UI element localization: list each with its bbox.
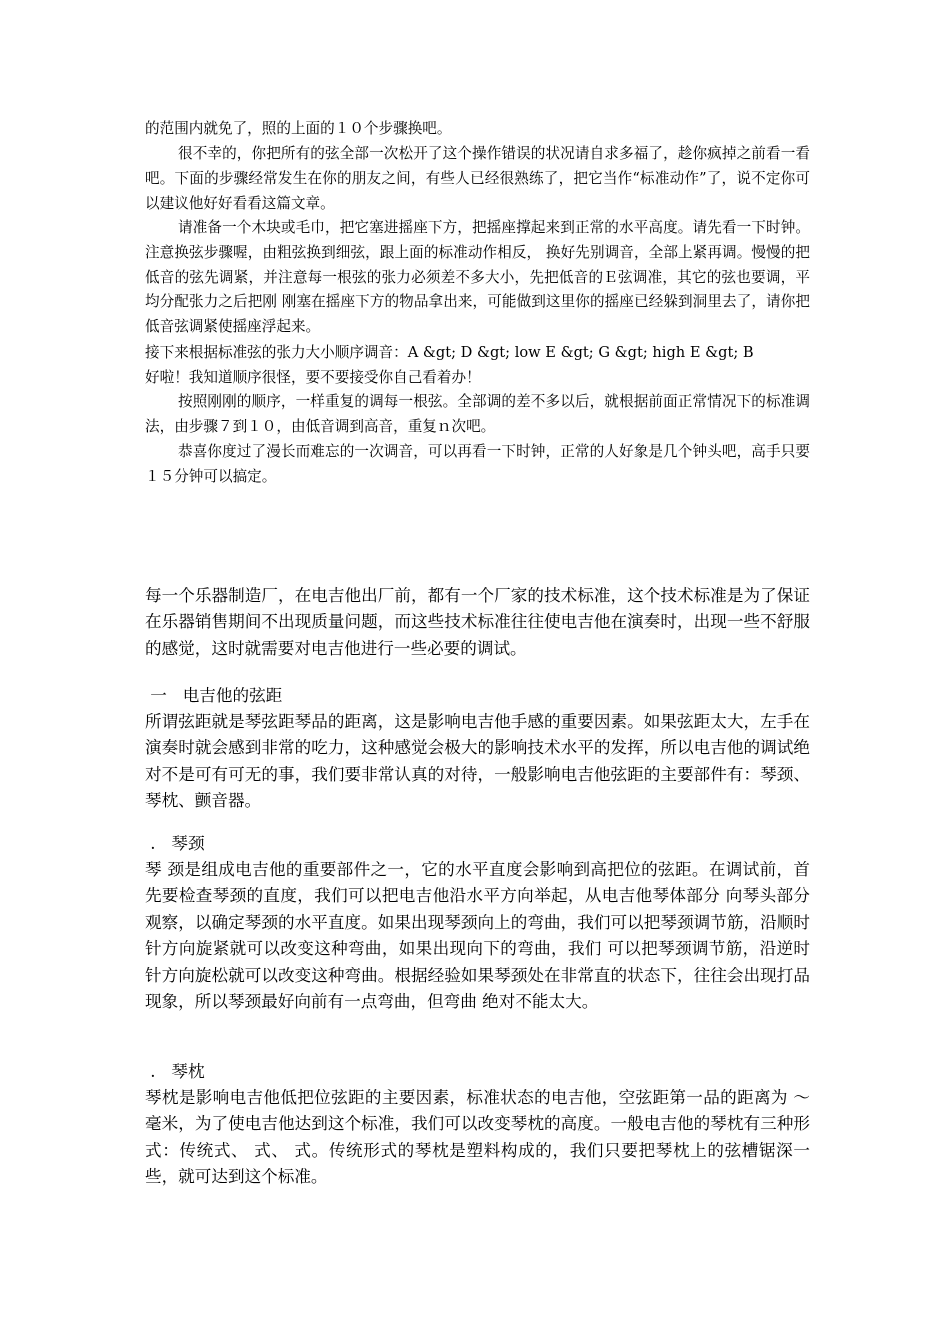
heading-string-height: 一 电吉他的弦距 xyxy=(145,686,283,705)
heading-neck: . 琴颈 xyxy=(145,834,205,853)
tuning-paragraph-4: 好啦！我知道顺序很怪，要不要接受你自己看着办！ xyxy=(145,369,481,386)
adjust-intro: 每一个乐器制造厂，在电吉他出厂前，都有一个厂家的技术标准，这个技术标准是为了保证在乐器销售期间不出现质量问题，而这些技术标准往往使电吉他在演奏时，出现一些不舒服的感觉，这时就需要对电吉他进行一些必要的调试。 xyxy=(145,586,810,658)
tuning-paragraph-2: 请准备一个木块或毛巾，把它塞进摇座下方，把摇座撑起来到正常的水平高度。请先看一下时钟。注意换弦步骤喔，由粗弦换到细弦，跟上面的标准动作相反， 换好先别调音，全部上紧再调。慢慢的把低音的弦先调紧，并注意每一根弦的张力必须差不多大小，先把低音的Ｅ弦调准，其它的弦也要调，平均分配张力之后把刚 刚塞在摇座下方的物品拿出来，可能做到这里你的摇座已经躲到洞里去了，请你把低音弦调紧使摇座浮起来。 xyxy=(145,219,810,336)
tuning-paragraph-0: 的范围内就免了，照的上面的１０个步骤换吧。 xyxy=(145,120,452,137)
tuning-paragraph-6: 恭喜你度过了漫长而难忘的一次调音，可以再看一下时钟，正常的人好象是几个钟头吧，高手只要１５分钟可以搞定。 xyxy=(145,443,810,485)
nut-body: 琴枕是影响电吉他低把位弦距的主要因素，标准状态的电吉他，空弦距第一品的距离为 ～ 毫米，为了使电吉他达到这个标准，我们可以改变琴枕的高度。一般电吉他的琴枕有三种形式：传统式、 式、 式。传统形式的琴枕是塑料构成的，我们只要把琴枕上的弦槽锯深一些，就可达到这个标准。 xyxy=(145,1088,810,1187)
tuning-order-line: 接下来根据标准弦的张力大小顺序调音：A &gt; D &gt; low E &gt; G &gt; high E &gt; B xyxy=(145,344,754,361)
string-height-body: 所谓弦距就是琴弦距琴品的距离，这是影响电吉他手感的重要因素。如果弦距太大，左手在演奏时就会感到非常的吃力，这种感觉会极大的影响技术水平的发挥，所以电吉他的调试绝对不是可有可无的事，我们要非常认真的对待，一般影响电吉他弦距的主要部件有：琴颈、琴枕、颤音器。 xyxy=(145,712,810,811)
tuning-paragraph-5: 按照刚刚的顺序，一样重复的调每一根弦。全部调的差不多以后，就根据前面正常情况下的标准调法，由步骤７到１０，由低音调到高音，重复ｎ次吧。 xyxy=(145,393,810,435)
neck-body: 琴 颈是组成电吉他的重要部件之一，它的水平直度会影响到高把位的弦距。在调试前，首先要检查琴颈的直度，我们可以把电吉他沿水平方向举起，从电吉他琴体部分 向琴头部分观察，以确定琴颈的水平直度。如果出现琴颈向上的弯曲，我们可以把琴颈调节筋，沿顺时针方向旋紧就可以改变这种弯曲，如果出现向下的弯曲，我们 可以把琴颈调节筋，沿逆时针方向旋松就可以改变这种弯曲。根据经验如果琴颈处在非常直的状态下，往往会出现打品现象，所以琴颈最好向前有一点弯曲，但弯曲 绝对不能太大。 xyxy=(145,860,810,1012)
heading-nut: . 琴枕 xyxy=(145,1062,205,1081)
tuning-paragraph-1: 很不幸的，你把所有的弦全部一次松开了这个操作错误的状况请自求多福了，趁你疯掉之前看一看吧。下面的步骤经常发生在你的朋友之间，有些人已经很熟练了，把它当作“标准动作”了，说不定你可以建议他好好看看这篇文章。 xyxy=(145,145,810,212)
